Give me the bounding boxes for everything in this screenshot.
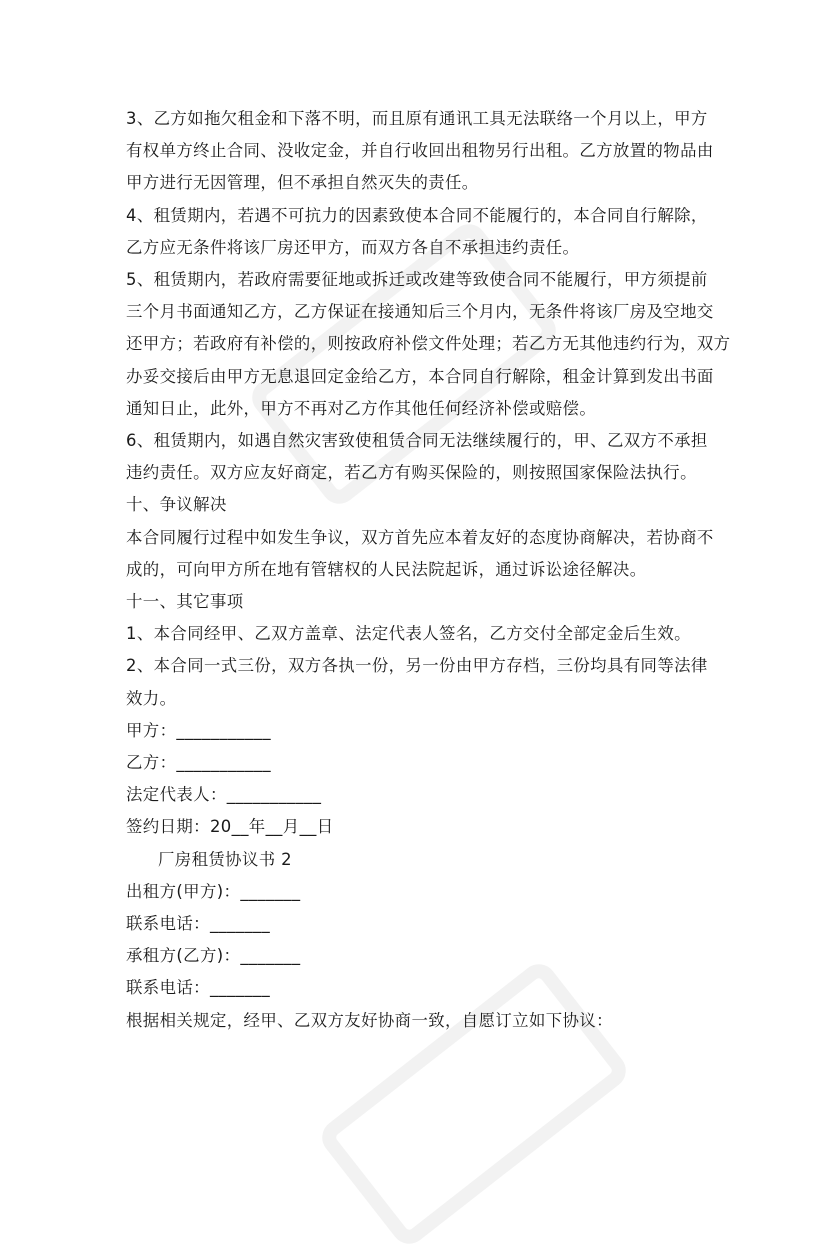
sign-date: 签约日期：20__年__月__日 xyxy=(126,817,334,837)
clause-4-line-1: 4、租赁期内，若遇不可抗力的因素致使本合同不能履行的，本合同自行解除， xyxy=(126,205,708,225)
clause-6-line-2: 违约责任。双方应友好商定，若乙方有购买保险的，则按照国家保险法执行。 xyxy=(126,463,697,483)
lessor-field: 出租方(甲方)：_______ xyxy=(126,881,301,901)
section-10-heading: 十、争议解决 xyxy=(126,495,227,515)
clause-5-line-4: 办妥交接后由甲方无息退回定金给乙方，本合同自行解除，租金计算到发出书面 xyxy=(126,366,714,386)
lessee-field: 承租方(乙方)：_______ xyxy=(126,946,301,966)
agreement-2-title: 厂房租赁协议书 2 xyxy=(158,849,292,869)
clause-3-line-3: 甲方进行无因管理，但不承担自然灭失的责任。 xyxy=(126,173,479,193)
party-b-signature: 乙方：___________ xyxy=(126,753,271,773)
lessor-phone-field: 联系电话：_______ xyxy=(126,914,271,934)
document-body xyxy=(126,103,731,1037)
section-10-line-1: 本合同履行过程中如发生争议，双方首先应本着友好的态度协商解决，若协商不 xyxy=(126,527,714,547)
clause-3-line-2: 有权单方终止合同、没收定金，并自行收回出租物另行出租。乙方放置的物品由 xyxy=(126,141,714,161)
legal-rep-signature: 法定代表人：___________ xyxy=(126,785,322,805)
clause-5-line-2: 三个月书面通知乙方，乙方保证在接通知后三个月内，无条件将该厂房及空地交 xyxy=(126,302,714,322)
clause-5-line-1: 5、租赁期内，若政府需要征地或拆迁或改建等致使合同不能履行，甲方须提前 xyxy=(126,270,708,290)
section-11-item-2-line-1: 2、本合同一式三份，双方各执一份，另一份由甲方存档，三份均具有同等法律 xyxy=(126,656,708,676)
clause-5-line-5: 通知日止，此外，甲方不再对乙方作其他任何经济补偿或赔偿。 xyxy=(126,398,597,418)
section-11-heading: 十一、其它事项 xyxy=(126,592,244,612)
clause-3-line-1: 3、乙方如拖欠租金和下落不明，而且原有通讯工具无法联络一个月以上，甲方 xyxy=(126,109,708,128)
agreement-2-intro: 根据相关规定，经甲、乙双方友好协商一致，自愿订立如下协议： xyxy=(126,1010,613,1030)
section-10-line-2: 成的，可向甲方所在地有管辖权的人民法院起诉，通过诉讼途径解决。 xyxy=(126,559,647,579)
section-11-item-1: 1、本合同经甲、乙双方盖章、法定代表人签名，乙方交付全部定金后生效。 xyxy=(126,624,691,644)
lessee-phone-field: 联系电话：_______ xyxy=(126,978,271,998)
party-a-signature: 甲方：___________ xyxy=(126,720,271,740)
clause-6-line-1: 6、租赁期内，如遇自然灾害致使租赁合同无法继续履行的，甲、乙双方不承担 xyxy=(126,431,708,451)
section-11-item-2-line-2: 效力。 xyxy=(126,688,177,708)
clause-4-line-2: 乙方应无条件将该厂房还甲方，而双方各自不承担违约责任。 xyxy=(126,237,580,257)
clause-5-line-3: 还甲方；若政府有补偿的，则按政府补偿文件处理；若乙方无其他违约行为，双方 xyxy=(126,334,731,354)
